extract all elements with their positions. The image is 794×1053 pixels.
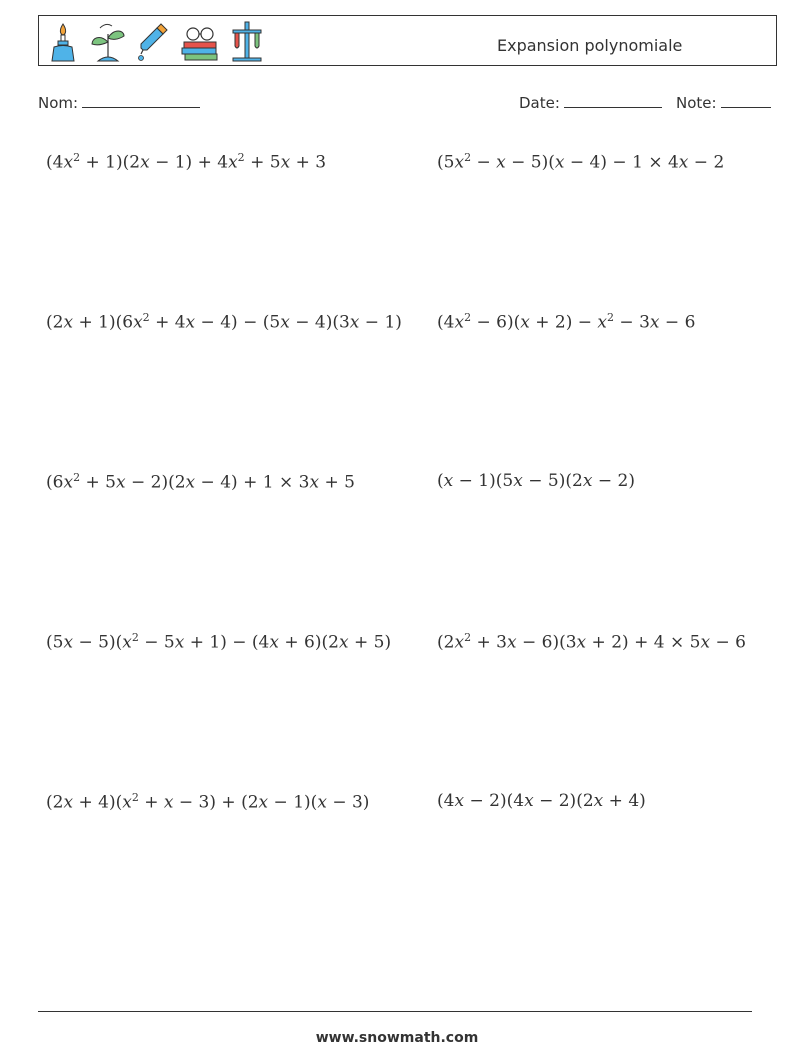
name-field[interactable] — [38, 93, 200, 112]
problem-10: (4x − 2)(4x − 2)(2x + 4) — [437, 791, 646, 811]
problem-5: $(6x^2 + 5x - 2)(2x - 4) + 1 \times 3x + 5$ — [46, 471, 355, 493]
name-label: Nom: — [38, 94, 79, 112]
worksheet-header — [38, 15, 777, 66]
alcohol-lamp-icon — [47, 20, 79, 62]
problem-3: $(2x + 1)(6x^2 + 4x - 4) - (5x - 4)(3x - 1)$ — [46, 311, 402, 333]
grade-label: Note: — [676, 94, 717, 112]
date-blank[interactable] — [564, 93, 662, 108]
test-tube-rack-icon — [229, 20, 265, 62]
problem-6: (x − 1)(5x − 5)(2x − 2) — [437, 471, 635, 491]
problem-1: $(4x^2 + 1)(2x - 1) + 4x^2 + 5x + 3$ — [46, 151, 327, 173]
grade-field[interactable] — [676, 93, 771, 112]
worksheet-title: Expansion polynomiale — [497, 36, 683, 55]
footer-divider — [38, 1011, 752, 1012]
footer-website: www.snowmath.com — [315, 1030, 479, 1046]
problem-2: $(5x^2 - x - 5)(x - 4) - 1 \times 4x - 2$ — [437, 151, 725, 173]
date-field[interactable] — [519, 93, 662, 112]
header-icons — [47, 20, 265, 62]
plant-sprout-icon — [88, 20, 128, 62]
date-label: Date: — [519, 94, 560, 112]
books-goggles-icon — [180, 20, 220, 62]
grade-blank[interactable] — [721, 93, 771, 108]
name-blank[interactable] — [82, 93, 200, 108]
problem-8: $(2x^2 + 3x - 6)(3x + 2) + 4 \times 5x - 6$ — [437, 631, 746, 653]
problem-7: $(5x - 5)(x^2 - 5x + 1) - (4x + 6)(2x + 5)$ — [46, 631, 392, 653]
problem-4: $(4x^2 - 6)(x + 2) - x^2 - 3x - 6$ — [437, 311, 696, 333]
problem-9: $(2x + 4)(x^2 + x - 3) + (2x - 1)(x - 3)$ — [46, 791, 370, 813]
pipette-icon — [137, 20, 171, 62]
